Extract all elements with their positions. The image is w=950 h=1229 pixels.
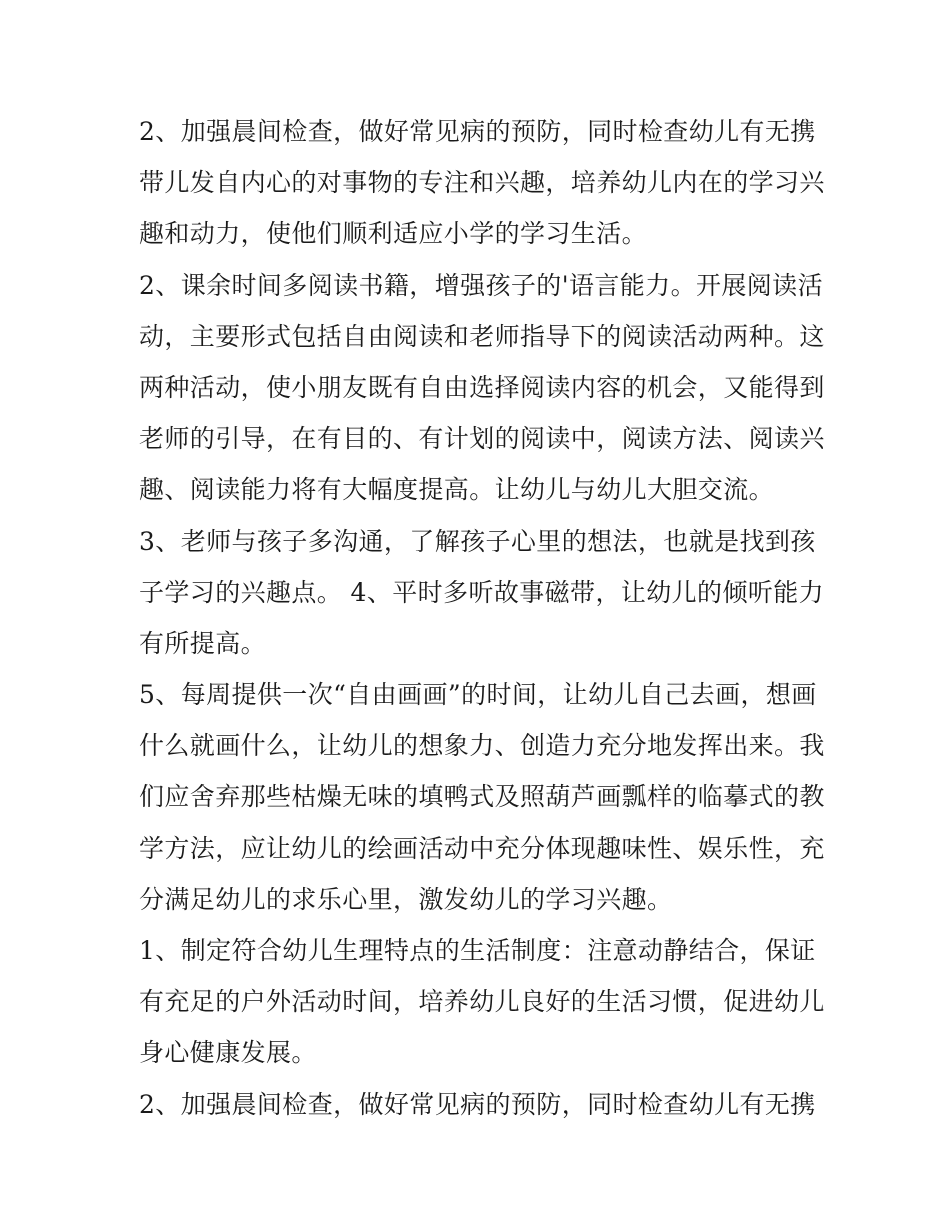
- text-line: 5、每周提供一次“自由画画”的时间，让幼儿自己去画，想画: [139, 680, 817, 710]
- text-line: 动，主要形式包括自由阅读和老师指导下的阅读活动两种。这: [139, 321, 825, 351]
- text-line: 2、加强晨间检查，做好常见病的预防，同时检查幼儿有无携: [139, 1089, 816, 1119]
- text-line: 学方法，应让幼儿的绘画活动中充分体现趣味性、娱乐性，充: [139, 833, 825, 863]
- text-line: 趣和动力，使他们顺利适应小学的学习生活。: [139, 219, 648, 249]
- text-line: 2、课余时间多阅读书籍，增强孩子的'语言能力。开展阅读活: [139, 270, 823, 300]
- text-line: 什么就画什么，让幼儿的想象力、创造力充分地发挥出来。我: [139, 731, 825, 761]
- text-line: 带儿发自内心的对事物的专注和兴趣，培养幼儿内在的学习兴: [139, 168, 825, 198]
- text-line: 分满足幼儿的求乐心里，激发幼儿的学习兴趣。: [139, 884, 673, 914]
- text-line: 1、制定符合幼儿生理特点的生活制度：注意动静结合，保证: [139, 936, 816, 965]
- text-line: 两种活动，使小朋友既有自由选择阅读内容的机会，又能得到: [139, 372, 825, 402]
- document-body: [139, 106, 829, 1130]
- text-line: 有充足的户外活动时间，培养幼儿良好的生活习惯，促进幼儿: [139, 987, 825, 1017]
- text-line: 们应舍弃那些枯燥无味的填鸭式及照葫芦画瓢样的临摹式的教: [139, 782, 825, 812]
- text-line: 有所提高。: [139, 628, 267, 658]
- text-line: 趣、阅读能力将有大幅度提高。让幼儿与幼儿大胆交流。: [139, 475, 775, 505]
- text-line: 3、老师与孩子多沟通，了解孩子心里的想法，也就是找到孩: [139, 526, 816, 556]
- text-line: 子学习的兴趣点。 4、平时多听故事磁带，让幼儿的倾听能力: [139, 577, 825, 607]
- text-line: 老师的引导，在有目的、有计划的阅读中，阅读方法、阅读兴: [139, 424, 825, 454]
- text-line: 2、加强晨间检查，做好常见病的预防，同时检查幼儿有无携: [139, 117, 816, 146]
- text-line: 身心健康发展。: [139, 1038, 317, 1068]
